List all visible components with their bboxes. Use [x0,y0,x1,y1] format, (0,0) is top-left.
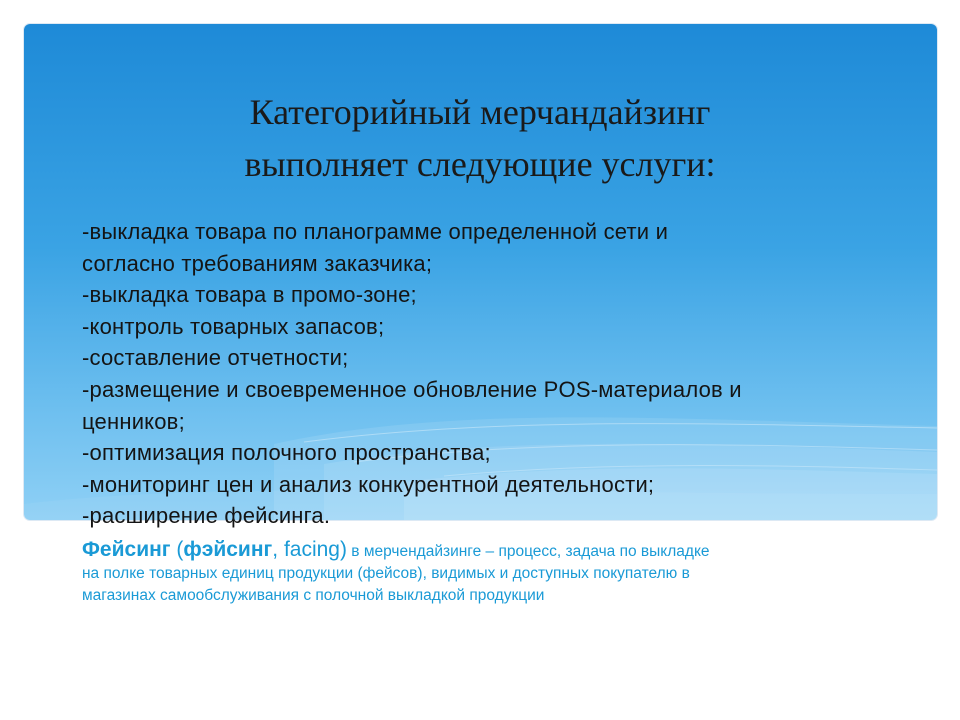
slide-title [120,86,840,190]
facing-definition [82,539,882,607]
services-line: -выкладка товара по планограмме определенной сети и [82,219,669,244]
title-line-2: выполняет следующие услуги: [244,144,716,184]
title-line-1: Категорийный мерчандайзинг [249,92,711,132]
definition-line-1 [82,539,882,563]
definition-line-3: магазинах самообслуживания с полочной выкладкой продукции [82,587,545,604]
services-line: -выкладка товара в промо-зоне; [82,282,417,308]
services-line: -контроль товарных запасов; [82,313,385,339]
services-line: -оптимизация полочного пространства; [82,440,491,466]
definition-line-1-text: в мерчендайзинге – процесс, задача по выкладке [347,543,710,560]
definition-line-2: на полке товарных единиц продукции (фейсов), видимых и доступных покупателю в [82,565,690,582]
definition-english: facing [283,538,340,561]
definition-open-paren: ( [170,538,184,561]
services-line: -расширение фейсинга. [82,503,331,529]
definition-synonym: фэйсинг [183,538,273,561]
services-line: ценников; [82,408,185,434]
definition-close-paren: ) [340,538,347,561]
definition-term: Фейсинг [82,538,171,561]
services-line: -составление отчетности; [82,345,349,371]
services-line: -мониторинг цен и анализ конкурентной деятельности; [82,471,655,497]
definition-comma: , [272,538,284,561]
services-line: согласно требованиям заказчика; [82,250,433,276]
services-line: -размещение и своевременное обновление POS-материалов и [82,376,742,402]
services-list [82,216,922,532]
